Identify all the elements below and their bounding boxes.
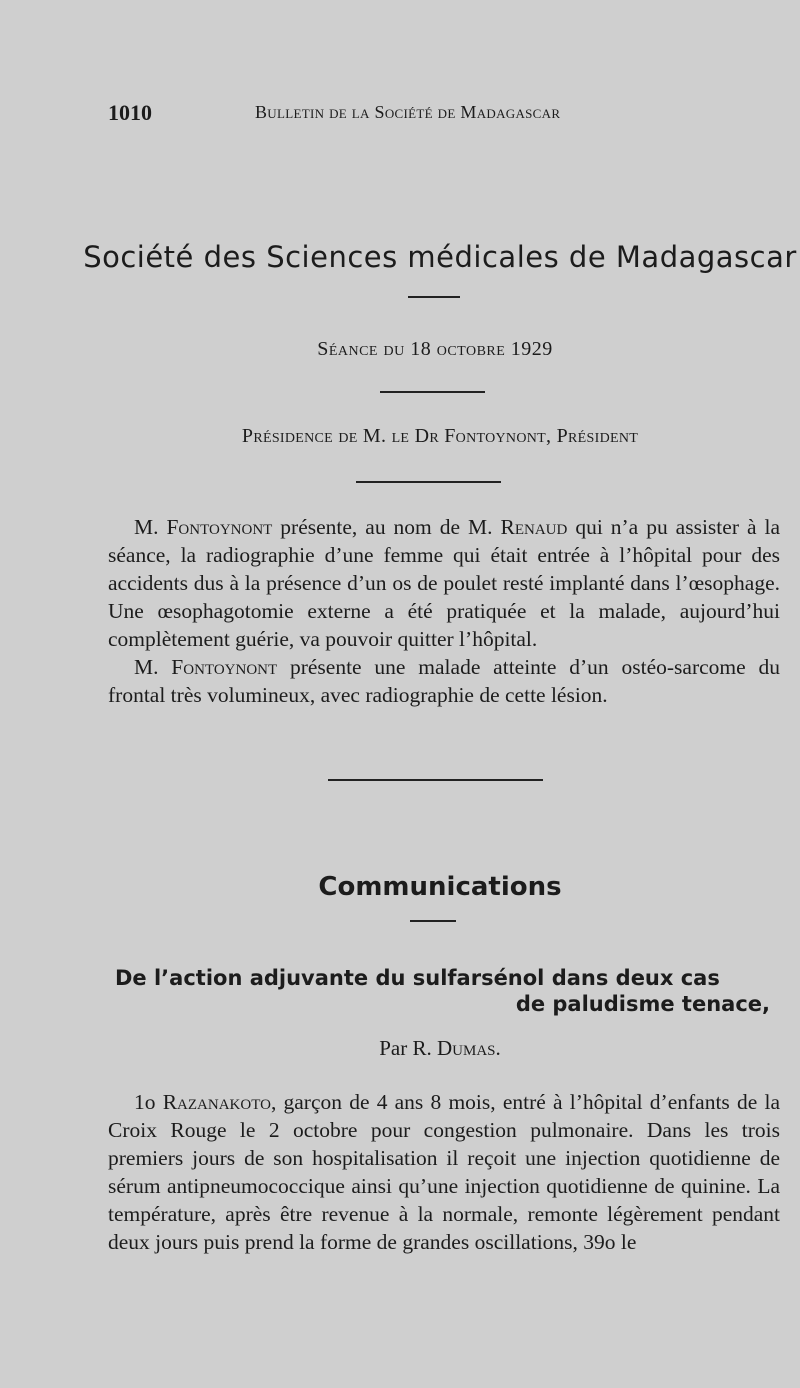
page-number: 1010 bbox=[108, 100, 152, 125]
article-title-line: De l’action adjuvante du sulfarsénol dans deux cas bbox=[115, 966, 720, 990]
article-title-line: de paludisme tenace, bbox=[515, 992, 770, 1016]
section-divider-rule bbox=[328, 779, 543, 781]
article-title bbox=[115, 965, 770, 1017]
person-name: Renaud bbox=[500, 515, 568, 539]
author-name: Dumas. bbox=[436, 1036, 501, 1060]
divider-rule bbox=[380, 391, 485, 393]
paragraph-text: , garçon de 4 ans 8 mois, entré à l’hôpital d’enfants de la Croix Rouge le 2 octobre pour congestion pulmonaire. Dans les trois premiers jours de son hospitalisation il reçoit une injection quotidienne de sérum antipneumococcique ainsi qu’une injection quotidienne de quinine. La température, après être revenue à la normale, remonte légèrement pendant deux jours puis prend la forme de grandes oscillations, 39o le bbox=[108, 1090, 780, 1254]
speaker-name: M. Fontoynont bbox=[134, 515, 273, 539]
minutes-paragraph bbox=[108, 653, 780, 709]
byline bbox=[0, 1036, 800, 1061]
article-body bbox=[108, 1088, 780, 1256]
byline-prefix: Par R. bbox=[379, 1036, 437, 1060]
case-paragraph bbox=[108, 1088, 780, 1256]
speaker-name: M. Fontoynont bbox=[134, 655, 278, 679]
divider-rule bbox=[408, 296, 460, 298]
society-heading: Société des Sciences médicales de Madagascar bbox=[83, 240, 797, 274]
minutes-text bbox=[108, 513, 780, 709]
presidence-line: Présidence de M. le Dr Fontoynont, Président bbox=[241, 425, 639, 447]
paragraph-text: présente une malade atteinte d’un ostéo-sarcome du frontal très volumineux, avec radiographie de cette lésion. bbox=[108, 655, 780, 707]
seance-line: Séance du 18 octobre 1929 bbox=[317, 338, 553, 360]
minutes-paragraph bbox=[108, 513, 780, 653]
paragraph-text: qui n’a pu assister à la séance, la radiographie d’une femme qui était entrée à l’hôpital pour des accidents dus à la présence d’un os de poulet resté implanté dans l’œsophage. Une œsophagotomie externe a été pratiquée et la malade, aujourd’hui complètement guérie, va pouvoir quitter l’hôpital. bbox=[108, 515, 780, 651]
case-number: 1o bbox=[134, 1090, 163, 1114]
section-heading: Communications bbox=[318, 872, 562, 902]
patient-name: Razanakoto bbox=[162, 1090, 271, 1114]
divider-rule bbox=[410, 920, 456, 922]
running-head bbox=[108, 100, 768, 130]
paragraph-text: présente, au nom de M. bbox=[272, 515, 501, 539]
running-title: Bulletin de la Société de Madagascar bbox=[255, 102, 561, 122]
divider-rule bbox=[356, 481, 501, 483]
